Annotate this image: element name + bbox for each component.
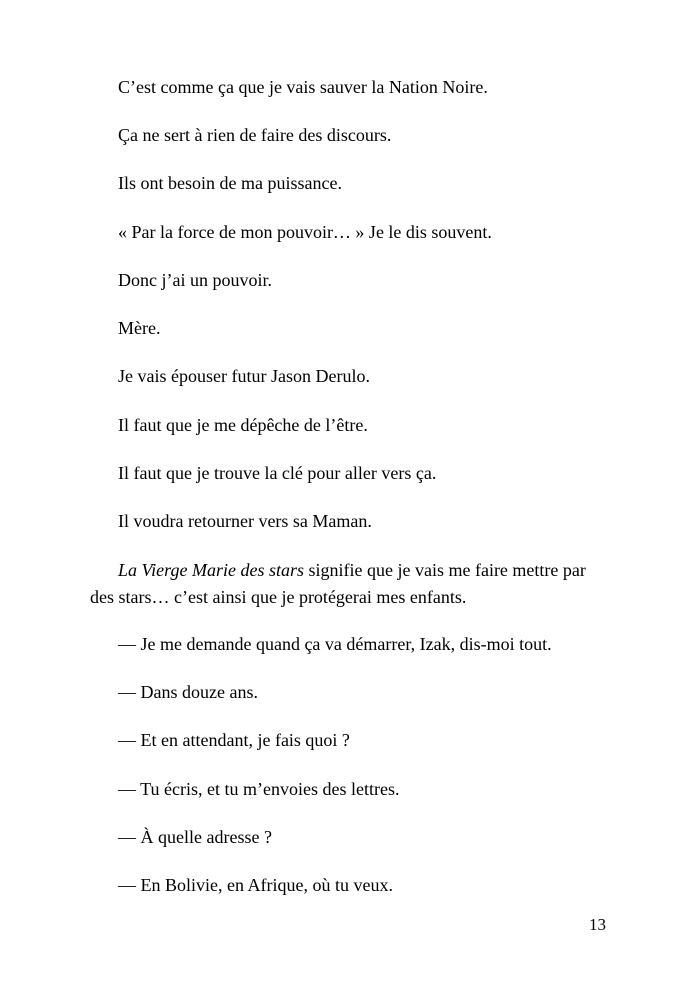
paragraph-4: « Par la force de mon pouvoir… » Je le dis souvent. bbox=[118, 222, 492, 242]
paragraph-3: Ils ont besoin de ma puissance. bbox=[118, 173, 342, 193]
italic-title: La Vierge Marie des stars bbox=[118, 560, 304, 580]
paragraph-1: C’est comme ça que je vais sauver la Nation Noire. bbox=[118, 77, 488, 97]
page-number: 13 bbox=[589, 915, 606, 934]
paragraph-5: Donc j’ai un pouvoir. bbox=[118, 270, 272, 290]
dialogue-line-6: — En Bolivie, en Afrique, où tu veux. bbox=[118, 875, 393, 895]
paragraph-8: Il faut que je me dépêche de l’être. bbox=[118, 415, 368, 435]
paragraph-2: Ça ne sert à rien de faire des discours. bbox=[118, 125, 392, 145]
dialogue-line-2: — Dans douze ans. bbox=[118, 682, 258, 702]
dialogue-line-5: — À quelle adresse ? bbox=[118, 827, 272, 847]
paragraph-10: Il voudra retourner vers sa Maman. bbox=[118, 511, 372, 531]
paragraph-7: Je vais épouser futur Jason Derulo. bbox=[118, 366, 370, 386]
dialogue-line-4: — Tu écris, et tu m’envoies des lettres. bbox=[118, 779, 400, 799]
dialogue-line-1: — Je me demande quand ça va démarrer, Izak, dis-moi tout. bbox=[118, 634, 552, 654]
paragraph-italic bbox=[90, 557, 610, 611]
paragraph-9: Il faut que je trouve la clé pour aller vers ça. bbox=[118, 463, 437, 483]
dialogue-line-3: — Et en attendant, je fais quoi ? bbox=[118, 730, 350, 750]
italic-paragraph-rest: signifie que je vais me faire mettre par des stars… c’est ainsi que je protégerai mes enfants. bbox=[90, 560, 586, 607]
paragraph-6: Mère. bbox=[118, 318, 161, 338]
